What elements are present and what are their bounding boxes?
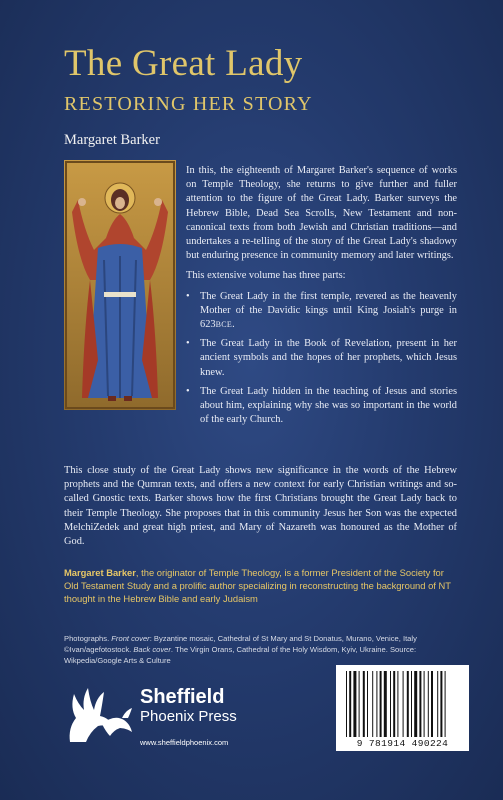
intro-paragraph: In this, the eighteenth of Margaret Barker's sequence of works on Temple Theology, she returns to give further and fuller attention to the figure of the Great Lady. Barker surveys the Hebrew Bible, Dead Sea Scrolls, New Testament and non-canonical texts from both Jewish and Christian traditions—and undertakes a re-telling of the story of the Great Lady's shadowy but enduring presence in community memory and later writings. [186,165,457,262]
barcode-bar [346,671,347,737]
bio-name: Margaret Barker [64,567,136,578]
author-name: Margaret Barker [64,132,160,148]
barcode-bar [353,671,356,737]
barcode-bar [380,671,382,737]
barcode-bar [445,671,446,737]
photo-credits: Photographs. Front cover: Byzantine mosaic, Cathedral of St Mary and St Donatus, Murano, Venice, Italy ©Ivan/agefotostock. Back cover. The Virgin Orans, Cathedral of the Holy Wisdom, Kyiv, Ukraine. Source: Wikpedia/Google Arts & Culture [64,634,417,665]
phoenix-swan-logo-icon [60,684,140,744]
mosaic-virgin-orans-icon [64,160,176,410]
description-right-column [186,164,457,432]
front-cover-label: Front cover [111,634,150,643]
barcode-bar [403,671,404,737]
barcode-bar [431,671,433,737]
bullet-mark: • [186,290,190,302]
list-item: • The Great Lady hidden in the teaching of Jesus and stories about him, explaining why she was so important in the world of the early Church. [186,385,457,426]
barcode-bar [367,671,368,737]
barcode-bar [393,671,395,737]
barcode-bar [372,671,373,737]
bullet-mark: • [186,385,190,397]
barcode-digits: 9 781914 490224 [356,738,449,749]
barcode-bar [419,671,421,737]
publisher-url: www.sheffieldphoenix.com [140,738,229,747]
list-item: • The Great Lady in the Book of Revelation, present in her ancient symbols and the hopes of her prophets, which Jesus knew. [186,338,457,378]
book-subtitle: RESTORING HER STORY [64,93,313,115]
barcode-bar [384,671,387,737]
barcode-bar [411,671,412,737]
parts-intro: This extensive volume has three parts: [186,270,346,282]
barcode-bar [363,671,365,737]
isbn-barcode-icon [336,665,469,751]
barcode-bar [428,671,429,737]
barcode-bar [437,671,438,737]
summary-paragraph: This close study of the Great Lady shows new significance in the words of the Hebrew prophets and the Qumran texts, and offers a new context for early Christian writings and so-called Gnostic texts. Barker shows how the first Christians brought the Great Lady back to their Temple Theology. She proposes that in this community Jesus her Son was the expected MelchiZedek and great high priest, and Mary of Nazareth was honoured as the Mother of God. [64,465,457,548]
barcode-bar [376,671,377,737]
bio-text: , the originator of Temple Theology, is a former President of the Society for Old Testament Study and a prolific author specializing in reconstructing the background of NT thought in the Hebrew Bible and early Judaism [64,567,451,605]
author-bio [64,566,459,606]
publisher-subtitle: Phoenix Press [140,708,237,725]
barcode-bar [359,671,360,737]
barcode-bar [397,671,398,737]
barcode-bar [424,671,425,737]
bullet-mark: • [186,338,190,350]
publisher-name: Sheffield [140,686,225,708]
list-item: • The Great Lady in the first temple, revered as the heavenly Mother of the Davidic kings until King Josiah's purge in 623BCE. [186,290,457,331]
barcode-bar [349,671,351,737]
barcode-bar [407,671,409,737]
parts-list [186,290,457,428]
barcode-bar [440,671,442,737]
back-cover-label: Back cover [133,645,171,654]
barcode-bar [414,671,417,737]
book-title: The Great Lady [64,43,303,84]
barcode-bar [390,671,391,737]
